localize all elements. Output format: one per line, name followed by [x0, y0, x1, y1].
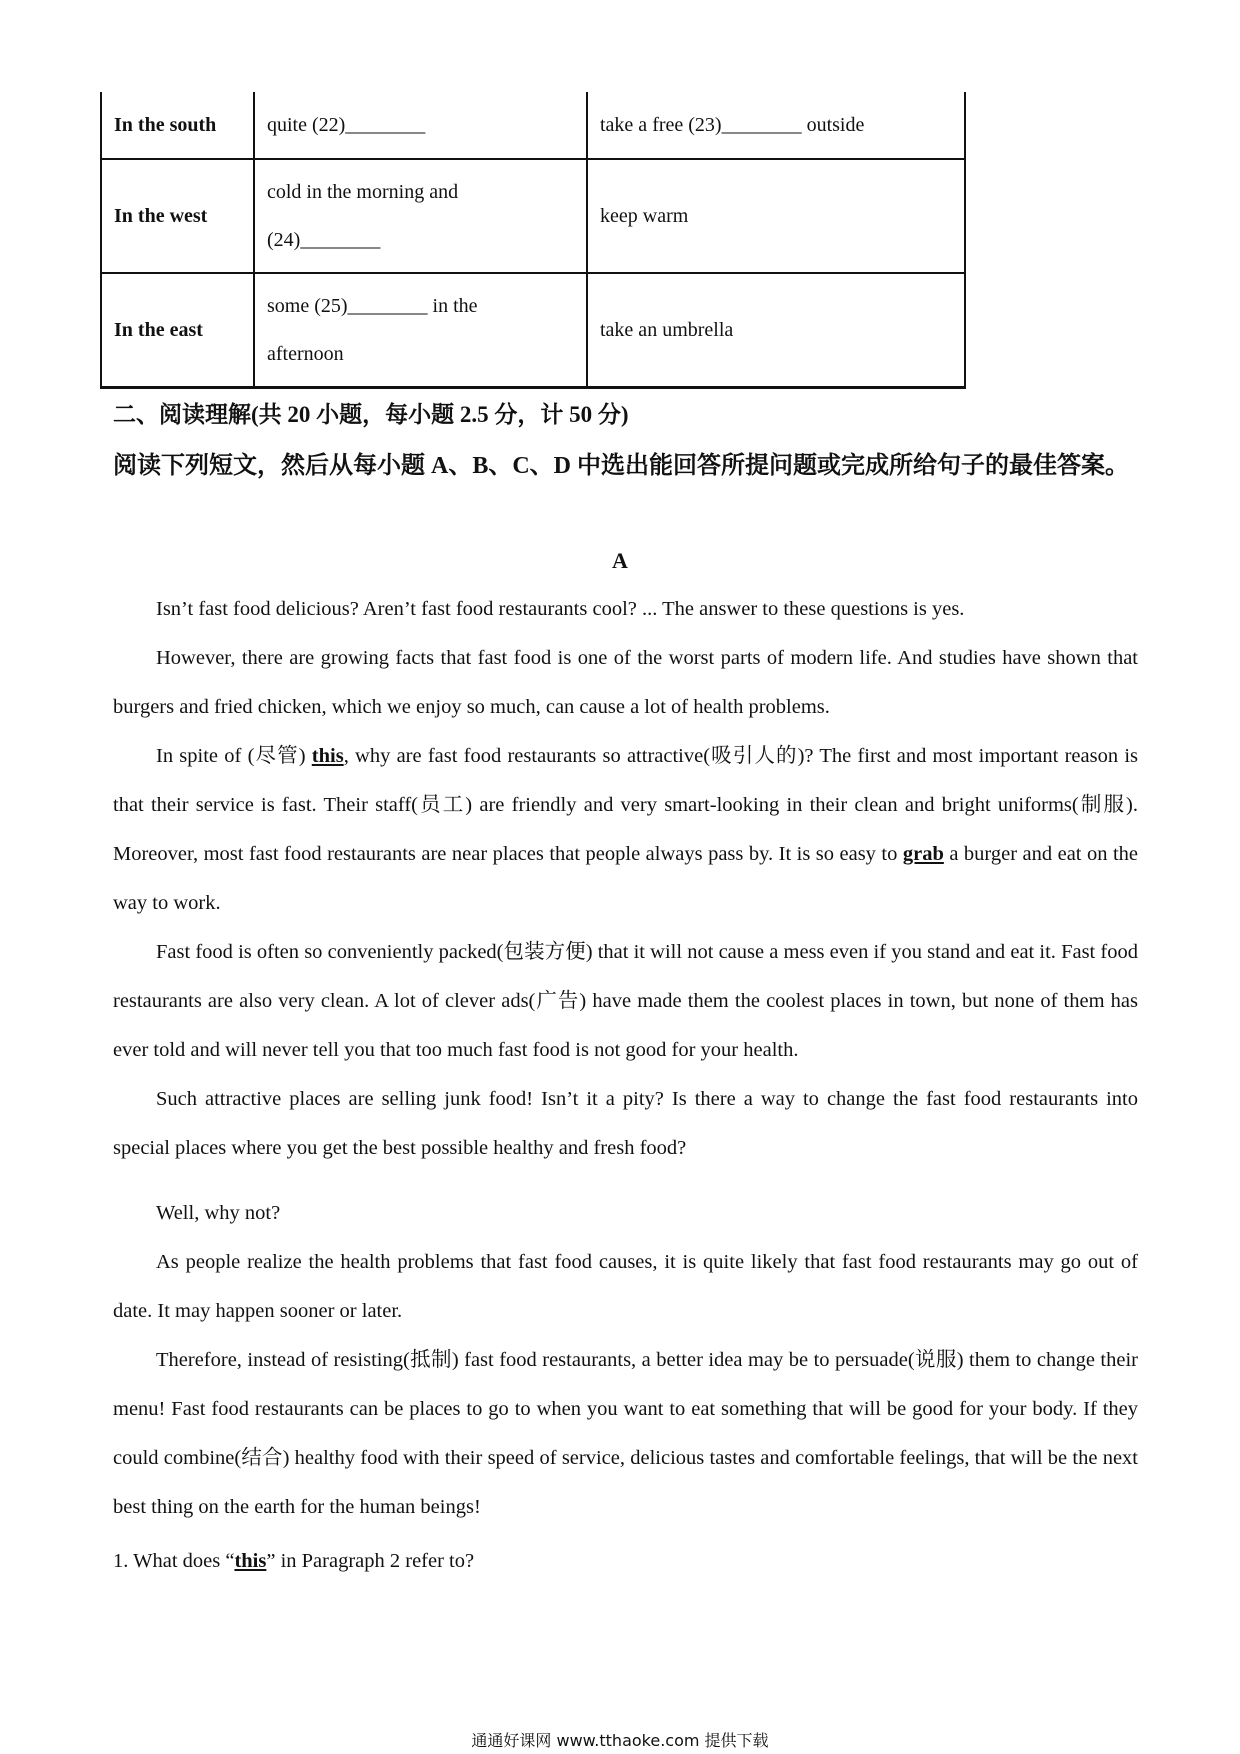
paragraph-text: , why are fast food restaurants so attractive(吸引人的)? The first and most important reason is that their service is fast. Their staff(员工) are friendly and very smart-looking in their clean and bright uniforms(制服). Moreover, most fast food restaurants are near places that people always pass by. It is so easy to — [113, 745, 1138, 865]
paragraph — [113, 732, 1138, 928]
paragraph-text: In spite of (尽管) — [156, 745, 312, 767]
table-row — [101, 92, 965, 159]
paragraph-text: a burger and eat on the way to work. — [113, 843, 1138, 914]
paragraph: Isn’t fast food delicious? Aren’t fast food restaurants cool? ... The answer to these questions is yes. — [156, 598, 965, 620]
paragraph: Such attractive places are selling junk food! Isn’t it a pity? Is there a way to change the fast food restaurants into special places where you get the best possible healthy and fresh food? — [113, 1088, 1138, 1159]
passage-body — [113, 585, 1138, 1532]
paragraph: Well, why not? — [156, 1202, 281, 1224]
keyword-this: this — [311, 745, 344, 767]
keyword-grab: grab — [902, 843, 944, 865]
paragraph: Fast food is often so conveniently packed(包装方便) that it will not cause a mess even if you stand and eat it. Fast food restaurants are also very clean. A lot of clever ads(广告) have made them the coolest places in town, but none of them has ever told and will never tell you that too much fast food is not good for your health. — [113, 941, 1138, 1061]
paragraph: However, there are growing facts that fast food is one of the worst parts of modern life. And studies have shown that burgers and fried chicken, which we enjoy so much, can cause a lot of health problems. — [113, 647, 1138, 718]
question-text: 1. What does “ — [113, 1550, 235, 1572]
question-1 — [113, 1546, 474, 1576]
passage-title: A — [612, 548, 628, 573]
weather-line: (24)________ — [267, 229, 381, 251]
weather-line: some (25)________ in the — [267, 295, 478, 317]
paragraph: As people realize the health problems that fast food causes, it is quite likely that fast food restaurants may go out of date. It may happen sooner or later. — [113, 1251, 1138, 1322]
weather-cell — [254, 273, 587, 388]
section-instruction: 阅读下列短文，然后从每小题 A、B、C、D 中选出能回答所提问题或完成所给句子的最佳答案。 — [113, 453, 1130, 479]
advice-cell: take an umbrella — [587, 273, 965, 388]
weather-table — [100, 92, 966, 389]
table-row — [101, 273, 965, 388]
paragraph: Therefore, instead of resisting(抵制) fast food restaurants, a better idea may be to persuade(说服) them to change their menu! Fast food restaurants can be places to go to when you want to eat something that will be good for your body. If they could combine(结合) healthy food with their speed of service, delicious tastes and comfortable feelings, that will be the next best thing on the earth for the human beings! — [113, 1349, 1138, 1518]
question-text: ” in Paragraph 2 refer to? — [266, 1550, 475, 1572]
weather-line: afternoon — [267, 343, 344, 365]
advice-cell: keep warm — [587, 159, 965, 273]
table-row — [101, 159, 965, 273]
weather-cell: quite (22)________ — [254, 92, 587, 159]
region-cell: In the east — [101, 273, 254, 388]
weather-line: cold in the morning and — [267, 181, 459, 203]
keyword-this: this — [234, 1550, 267, 1572]
page-footer: 通通好课网 www.tthaoke.com 提供下载 — [471, 1731, 769, 1750]
region-cell: In the south — [101, 92, 254, 159]
advice-cell: take a free (23)________ outside — [587, 92, 965, 159]
weather-cell — [254, 159, 587, 273]
section-heading: 二、阅读理解(共 20 小题，每小题 2.5 分，计 50 分) — [113, 402, 629, 427]
region-cell: In the west — [101, 159, 254, 273]
